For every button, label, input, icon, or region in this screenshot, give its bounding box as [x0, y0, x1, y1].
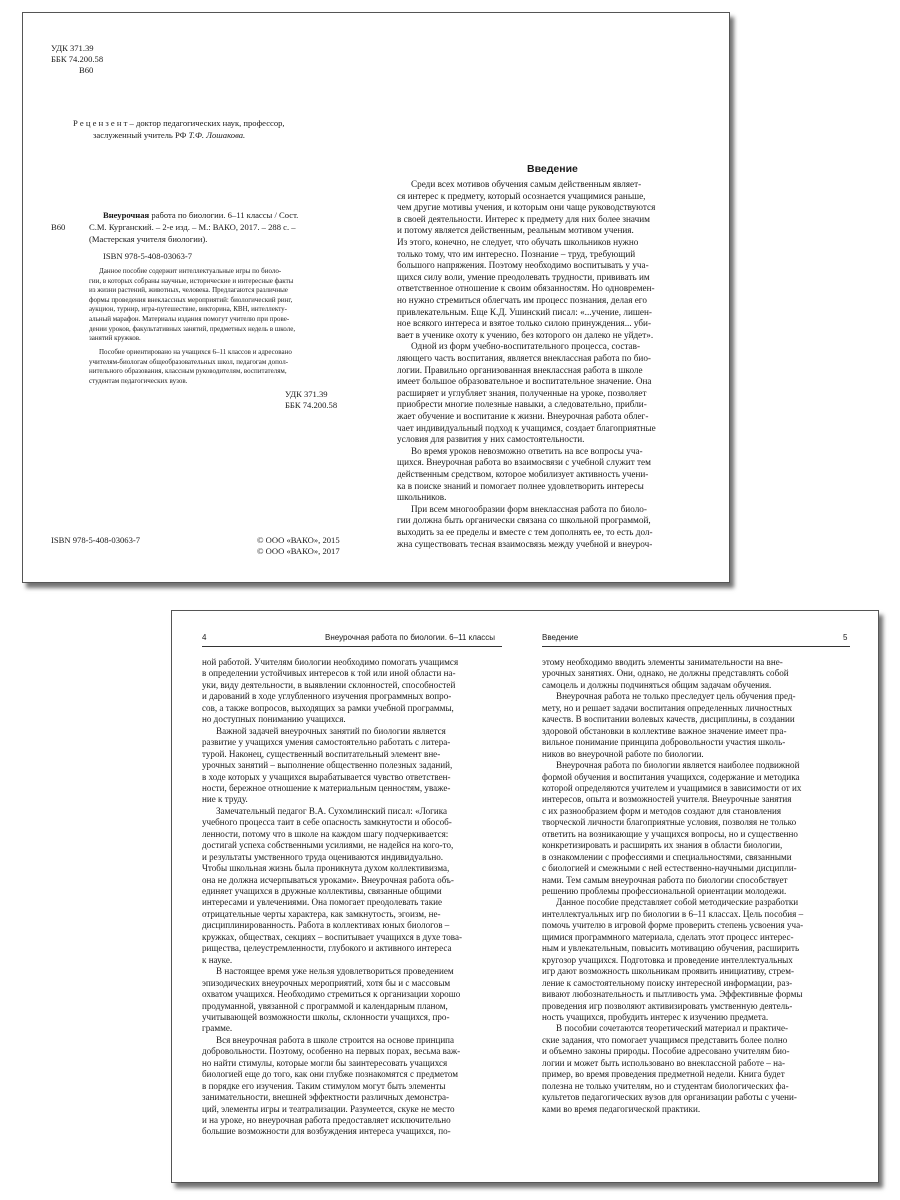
text-line: привлекательным. Еще К.Д. Ушинский писал: «...учение, лишен- [397, 306, 652, 317]
text-line: культетов педагогических вузов для организации работы с учени- [542, 1092, 797, 1103]
text-line: аукцион, турнир, игра-путешествие, викторина, КВН, интеллекту- [89, 305, 287, 314]
text-line: но нужно стремиться облегчать им процесс познания, делая его [397, 295, 647, 305]
text-line: в ознакомлении с профессиями и специальностями, связанными [542, 851, 792, 862]
text-line: В пособии сочетаются теоретический материал и практиче- [556, 1023, 789, 1034]
udk-code-bottom: УДК 371.39 [285, 389, 328, 399]
text-line: ное всякого интереса и взятое только силою принуждения... уби- [397, 318, 652, 329]
text-line: занимательности, внешней эффектности различных демонстра- [202, 1092, 450, 1103]
text-line: в ходе которых у учащихся вырабатывается чувство ответствен- [202, 771, 451, 782]
text-line: в определении устойчивых интересов к той или иной области на- [202, 668, 456, 679]
text-line: ление к самостоятельному поиску интересной информации, раз- [542, 977, 793, 988]
text-line: уки, виду деятельности, в выявлении склонностей, способностей [202, 679, 456, 690]
text-line: вильное понимание принципа добровольности участия школь- [542, 737, 786, 748]
text-line: мету, но и решает задачи воспитания определенных личностных [542, 702, 793, 713]
text-line: рищества, целеустремленности, глубокого и активного интереса [202, 943, 452, 954]
text-line: продуманной, увязанной с программой и календарным планом, [202, 1000, 448, 1011]
top-spread [22, 12, 730, 583]
text-line: добровольности. Поэтому, особенно на первых порах, весьма важ- [202, 1046, 461, 1057]
text-line: жает обучение и воспитание к жизни. Внеурочная работа облег- [397, 411, 649, 421]
text-line: но найти стимулы, которые могли бы заинтересовать учащихся [202, 1057, 448, 1068]
footer-isbn: ISBN 978-5-408-03063-7 [51, 535, 141, 545]
text-line: из жизни растений, животных, человека. Предлагаются различные [89, 286, 288, 295]
page-number: 5 [843, 633, 848, 642]
text-line: В настоящее время уже нельзя удовлетвориться проведением [216, 966, 454, 977]
text-line: чем другие мотивы учения, и которым они чаще руководствуются [397, 202, 656, 213]
text-line: ций, элементы игры и театрализации. Разумеется, скуке не место [202, 1103, 455, 1114]
text-line: логии. Правильно организованная внеклассная работа в школе [397, 364, 643, 375]
text-line: отрицательные черты характера, как замкнутость, эгоизм, не- [202, 908, 441, 919]
text-line: и объемно законы природы. Пособие адресовано учителям био- [542, 1046, 790, 1057]
text-line: самоцель и должны подчиняться общим задачам обучения. [542, 679, 772, 690]
page-5 [526, 611, 880, 1182]
text-line: ские задания, что помогает учащимся представить более полно [542, 1034, 788, 1045]
text-line: качеств. В воспитании волевых качеств, дисциплины, в создании [542, 714, 795, 725]
text-line: проведения игр позволяют активизировать умственную деятель- [542, 1000, 793, 1011]
text-line: сов, а также вопросов, выходящих за рамки учебной программы, [202, 702, 454, 713]
copyright-2017: © ООО «ВАКО», 2017 [257, 546, 340, 556]
page-4 [172, 611, 526, 1182]
text-line: единяет учащихся в дружные коллективы, связанные общими [202, 886, 442, 896]
text-line: имеет большое образовательное и воспитательное значение. Она [397, 376, 652, 387]
text-line: При всем многообразии форм внеклассная работа по биоло- [411, 503, 647, 514]
text-line: охватом учащихся. Необходимо стремиться к организации хорошо [202, 989, 461, 1000]
text-line: щимися программного материала, сделать этот процесс интерес- [542, 931, 794, 942]
text-line: в порядке его изучения. Таким стимулом могут быть элементы [202, 1080, 446, 1091]
text-line: выходить за ее пределы и вместе с тем дополнять ее, то есть дол- [397, 527, 653, 537]
text-line: Из этого, конечно, не следует, что обучать школьников нужно [397, 237, 639, 247]
text-line: Внеурочная работа не только преследует цель обучения пред- [556, 691, 796, 702]
text-line: конкретизировать и расширять их знания в области биологии, [542, 840, 783, 851]
text-line: условия для развития у них самостоятельности. [397, 434, 585, 445]
text-line: интеллектуальных игр по биологии в 6–11 классах. Цель пособия – [542, 908, 804, 919]
text-line: урочных занятий – выполнение общественно полезных заданий, [202, 760, 453, 771]
text-line: кругозор учащихся. Подготовка и проведение интеллектуальных [542, 954, 793, 965]
text-line: щихся. Внеурочная работа во взаимосвязи с учебной служит тем [397, 457, 651, 468]
text-line: интересами и увлечениями. Она помогает преодолевать такие [202, 897, 443, 908]
text-line: решению проблемы профессиональной ориентации молодежи. [542, 886, 787, 896]
text-line: Вся внеурочная работа в школе строится на основе принципа [216, 1034, 455, 1045]
text-line: формой обучения и воспитания учащихся, содержание и методика [542, 771, 800, 782]
text-line: нами. Тем самым внеурочная работа по биологии способствует [542, 874, 788, 885]
text-line: Данное пособие представляет собой методические разработки [556, 897, 799, 908]
text-line: турой. Наконец, существенный воспитательный элемент вне- [202, 748, 441, 759]
text-line: грамме. [202, 1023, 233, 1034]
bbk-code: ББК 74.200.58 [51, 54, 104, 64]
header-rule [202, 646, 502, 647]
biblio-line-2: С.М. Курганский. – 2-е изд. – М.: ВАКО, 2017. – 288 с. – [89, 222, 296, 232]
section-heading: Введение [527, 163, 578, 175]
text-line: расширяет и углубляет знания, полученные на уроке, позволяет [397, 387, 647, 398]
text-line: пример, во время проведения предметной недели. Книга будет [542, 1069, 785, 1080]
text-line: дении уроков, факультативных занятий, предметных недель в школе, [89, 324, 296, 333]
text-line: занятий кружков. [89, 334, 141, 343]
text-line: интересов, опыта и возможностей учителя. Внеурочные занятия [542, 794, 792, 805]
biblio-isbn: ISBN 978-5-408-03063-7 [103, 251, 193, 261]
text-line: ленности, потому что в школе на каждом шагу подчеркивается: [202, 828, 449, 839]
text-line: альный марафон. Материалы издания помогут учителю при прове- [89, 315, 290, 323]
text-line: нительного образования, классным руководителям, воспитателям, [89, 367, 287, 376]
text-line: только тому, что им интересно. Познание – труд, требующий [397, 248, 636, 259]
bbk-code-bottom: ББК 74.200.58 [285, 400, 338, 410]
text-line: помочь учителю в игровой форме проверить степень усвоения уча- [542, 920, 804, 931]
text-line: полезна не только учителям, но и студентам биологических фа- [542, 1080, 789, 1091]
text-line: достигай успеха собственными усилиями, не надейся на кого-то, [202, 840, 454, 851]
text-line: Внеурочная работа по биологии является наиболее подвижной [556, 760, 800, 771]
text-line: но доступных пониманию учащихся. [202, 714, 346, 725]
text-line: Важной задачей внеурочных занятий по биологии является [216, 725, 446, 736]
text-line: ников во внеурочной работе по биологии. [542, 748, 704, 759]
text-line: и потому является действенным, реальным мотивом учения. [397, 225, 634, 236]
text-line: биологией еще до того, как они глубже познакомятся с предметом [202, 1069, 459, 1080]
reviewer-name: Т.Ф. Лошакова. [188, 130, 246, 140]
text-line: приобрести многие полезные навыки, а следовательно, прибли- [397, 399, 647, 410]
text-line: студентам педагогических вузов. [89, 376, 188, 385]
text-line: с их разнообразием форм и методов создают для становления [542, 805, 782, 816]
text-line: ся интерес к предмету, который осознается учащимися раньше, [397, 190, 646, 201]
text-line: гии, в которых собраны научные, исторические и интересные факты [89, 276, 294, 285]
running-head: Внеурочная работа по биологии. 6–11 классы [325, 633, 496, 642]
reviewer-line: Р е ц е н з е н т – доктор педагогических наук, профессор, [73, 118, 285, 128]
text-line: формы проведения внеклассных мероприятий: биологический ринг, [89, 295, 293, 304]
text-line: вивают любознательность и пытливость ума. Эффективные формы [542, 989, 803, 1000]
text-line: в своей деятельности. Интерес к предмету для них более значим [397, 213, 650, 224]
text-line: Одной из форм учебно-воспитательного процесса, состав- [411, 341, 641, 352]
text-line: Замечательный педагог В.А. Сухомлинский писал: «Логика [216, 805, 448, 816]
biblio-title-bold: Внеурочная [103, 210, 150, 220]
text-line: этому необходимо вводить элементы занимательности на вне- [542, 657, 783, 667]
text-line: и дарований в ходе углубленного изучения программных вопро- [202, 691, 452, 702]
text-line: она не должна исчерпываться уроками». Внеурочная работа объ- [202, 874, 454, 885]
text-line: учителям-биологам общеобразовательных школ, педагогам допол- [89, 357, 289, 366]
text-line: ответственное отношение к своим обязанностям. Но одновремен- [397, 283, 655, 294]
text-line: и на уроке, но внеурочная работа предоставляет исключительно [202, 1115, 451, 1125]
text-line: вает в ученике охоту к учению, без которого он далеко не уйдет». [397, 329, 654, 340]
text-line: щихся силу воли, умение преодолевать трудности, прививать им [397, 271, 650, 282]
text-line: учитывающей возможности школы, склонности учащихся, про- [202, 1011, 450, 1022]
text-line: эпизодических внеурочных мероприятий, хотя бы и с массовым [202, 977, 451, 988]
text-line: ным и увлекательным, повысить мотивацию обучения, расширить [542, 943, 800, 954]
text-line: большого напряжения. Поэтому необходимо воспитывать у уча- [397, 260, 649, 271]
text-line: и результаты умственного труда оцениваются индивидуально. [202, 851, 444, 862]
text-line: развитие у учащихся умения самостоятельно работать с литера- [202, 737, 451, 748]
biblio-side-code: В60 [51, 222, 66, 232]
text-line: кружках, обществах, секциях – воспитывает учащихся в духе това- [202, 931, 463, 942]
text-line: дисциплинированность. Работа в коллективах юных биологов – [202, 920, 450, 931]
text-line: школьников. [397, 492, 447, 503]
text-line: ками во время педагогической практики. [542, 1103, 701, 1114]
text-line: которой определяются учителем и учащимися в зависимости от их [542, 782, 802, 793]
header-rule [542, 646, 850, 647]
text-line: к науке. [202, 954, 233, 965]
udk-code: УДК 371.39 [51, 43, 94, 53]
text-line: ности, бережное отношение к материальным ценностям, уваже- [202, 782, 451, 793]
text-line: гии должна быть органически связана со школьной программой, [397, 515, 651, 526]
text-line: ответить на возникающие у учащихся вопросы, но и существенно [542, 828, 798, 839]
text-line: ной работой. Учителям биологии необходимо помогать учащимся [202, 657, 459, 667]
reviewer-line-2: заслуженный учитель РФ Т.Ф. Лошакова. [93, 130, 246, 140]
bottom-spread [171, 610, 879, 1183]
biblio-line-3: (Мастерская учителя биологии). [89, 234, 208, 244]
text-line: ка в поиске знаний и помогает полнее удовлетворить интересы [397, 480, 644, 491]
text-line: урочных занятиях. Они, однако, не должны представлять собой [542, 668, 789, 679]
text-line: ние к труду. [202, 794, 248, 805]
text-line: Данное пособие содержит интеллектуальные игры по биоло- [99, 267, 282, 275]
text-line: творческой личности благоприятные условия, позволяя не только [542, 817, 797, 828]
text-line: большие возможности для возбуждения интереса учащихся, по- [202, 1126, 451, 1137]
text-line: игр дают возможность школьникам проявить инициативу, стрем- [542, 966, 794, 977]
text-line: логии и может быть использовано во внеклассной работе – на- [542, 1057, 786, 1068]
text-line: Во время уроков невозможно ответить на все вопросы уча- [411, 445, 643, 456]
text-line: чает индивидуальный подход к учащимся, создает благоприятные [397, 422, 656, 433]
text-line: Пособие ориентировано на учащихся 6–11 классов и адресовано [99, 348, 292, 356]
text-line: ляющего часть воспитания, является внеклассная работа по био- [397, 353, 651, 363]
author-mark: В60 [79, 65, 94, 75]
text-line: с биологией и смежными с ней естественно-научными дисципли- [542, 863, 797, 874]
text-line: действенным средством, которое мобилизует активность учени- [397, 469, 649, 479]
copyright-2015: © ООО «ВАКО», 2015 [257, 535, 340, 545]
running-head: Введение [542, 633, 579, 642]
introduction-page [377, 13, 731, 582]
biblio-line-1: Внеурочная работа по биологии. 6–11 классы / Сост. [103, 210, 299, 220]
text-line: Среди всех мотивов обучения самым действенным являет- [411, 179, 642, 189]
text-line: учебного процесса таит в себе опасность замкнутости и обособ- [202, 817, 452, 828]
text-line: Чтобы школьная жизнь была проникнута духом коллективизма, [202, 863, 450, 874]
page-number: 4 [202, 633, 207, 642]
text-line: жна существовать тесная взаимосвязь между учебной и внеуроч- [397, 538, 653, 549]
imprint-page [23, 13, 377, 582]
text-line: ность учащихся, пробудить интерес к изучению предмета. [542, 1011, 769, 1022]
text-line: здоровой обстановки в коллективе важное значение имеет пра- [542, 725, 787, 736]
